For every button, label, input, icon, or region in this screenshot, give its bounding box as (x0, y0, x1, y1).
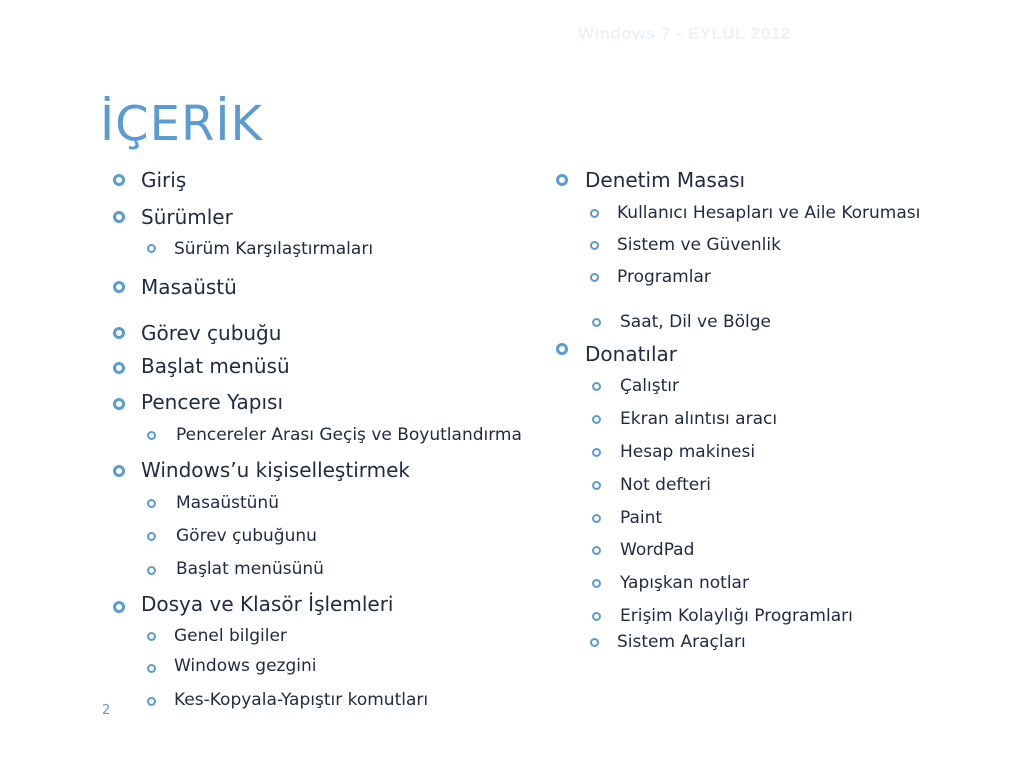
list-item: Denetim Masası (585, 168, 746, 192)
bullet-icon (113, 601, 125, 613)
list-item: Pencereler Arası Geçiş ve Boyutlandırma (176, 425, 522, 445)
list-item: Sürümler (141, 205, 233, 229)
list-item: Çalıştır (620, 376, 679, 396)
list-item: Erişim Kolaylığı Programları (620, 606, 853, 626)
list-item: Paint (620, 508, 663, 528)
bullet-icon (147, 664, 156, 673)
list-item: Masaüstü (141, 275, 237, 299)
list-item: Windows’u kişiselleştirmek (141, 458, 410, 482)
bullet-icon (592, 415, 601, 424)
bullet-icon (592, 448, 601, 457)
bullet-icon (147, 431, 156, 440)
list-item: Genel bilgiler (174, 626, 287, 646)
list-item: Hesap makinesi (620, 442, 756, 462)
list-item: Görev çubuğunu (176, 526, 317, 546)
bullet-icon (113, 211, 125, 223)
bullet-icon (113, 362, 125, 374)
bullet-icon (147, 632, 156, 641)
bullet-icon (592, 612, 601, 621)
bullet-icon (592, 546, 601, 555)
bullet-icon (113, 281, 125, 293)
list-item: Saat, Dil ve Bölge (620, 312, 771, 332)
bullet-icon (556, 343, 568, 355)
list-item: Sistem ve Güvenlik (617, 235, 781, 255)
page-title: İÇERİK (100, 96, 263, 152)
list-item: Sürüm Karşılaştırmaları (174, 239, 374, 259)
bullet-icon (147, 532, 156, 541)
list-item: Giriş (141, 168, 187, 192)
bullet-icon (147, 499, 156, 508)
bullet-icon (147, 566, 156, 575)
bullet-icon (113, 174, 125, 186)
list-item: Yapışkan notlar (620, 573, 749, 593)
bullet-icon (590, 638, 599, 647)
bullet-icon (113, 398, 125, 410)
bullet-icon (592, 481, 601, 490)
bullet-icon (147, 697, 156, 706)
list-item: Masaüstünü (176, 493, 279, 513)
bullet-icon (113, 465, 125, 477)
list-item: Donatılar (585, 342, 678, 366)
list-item: Görev çubuğu (141, 321, 282, 345)
bullet-icon (556, 174, 568, 186)
list-item: Dosya ve Klasör İşlemleri (141, 592, 394, 616)
bullet-icon (590, 209, 599, 218)
list-item: Başlat menüsü (141, 354, 290, 378)
list-item: Windows gezgini (174, 656, 317, 676)
list-item: WordPad (620, 540, 695, 560)
bullet-icon (590, 273, 599, 282)
list-item: Programlar (617, 267, 711, 287)
bullet-icon (592, 318, 601, 327)
list-item: Pencere Yapısı (141, 390, 284, 414)
page-number: 2 (102, 703, 111, 718)
bullet-icon (592, 382, 601, 391)
bullet-icon (590, 241, 599, 250)
bullet-icon (147, 244, 156, 253)
list-item: Ekran alıntısı aracı (620, 409, 778, 429)
list-item: Başlat menüsünü (176, 559, 324, 579)
list-item: Sistem Araçları (617, 632, 746, 652)
bullet-icon (113, 327, 125, 339)
header-text: Windows 7 - EYLÜL 2012 (578, 24, 791, 43)
list-item: Kes-Kopyala-Yapıştır komutları (174, 690, 429, 710)
bullet-icon (592, 579, 601, 588)
list-item: Kullanıcı Hesapları ve Aile Koruması (617, 203, 921, 223)
list-item: Not defteri (620, 475, 711, 495)
bullet-icon (592, 514, 601, 523)
